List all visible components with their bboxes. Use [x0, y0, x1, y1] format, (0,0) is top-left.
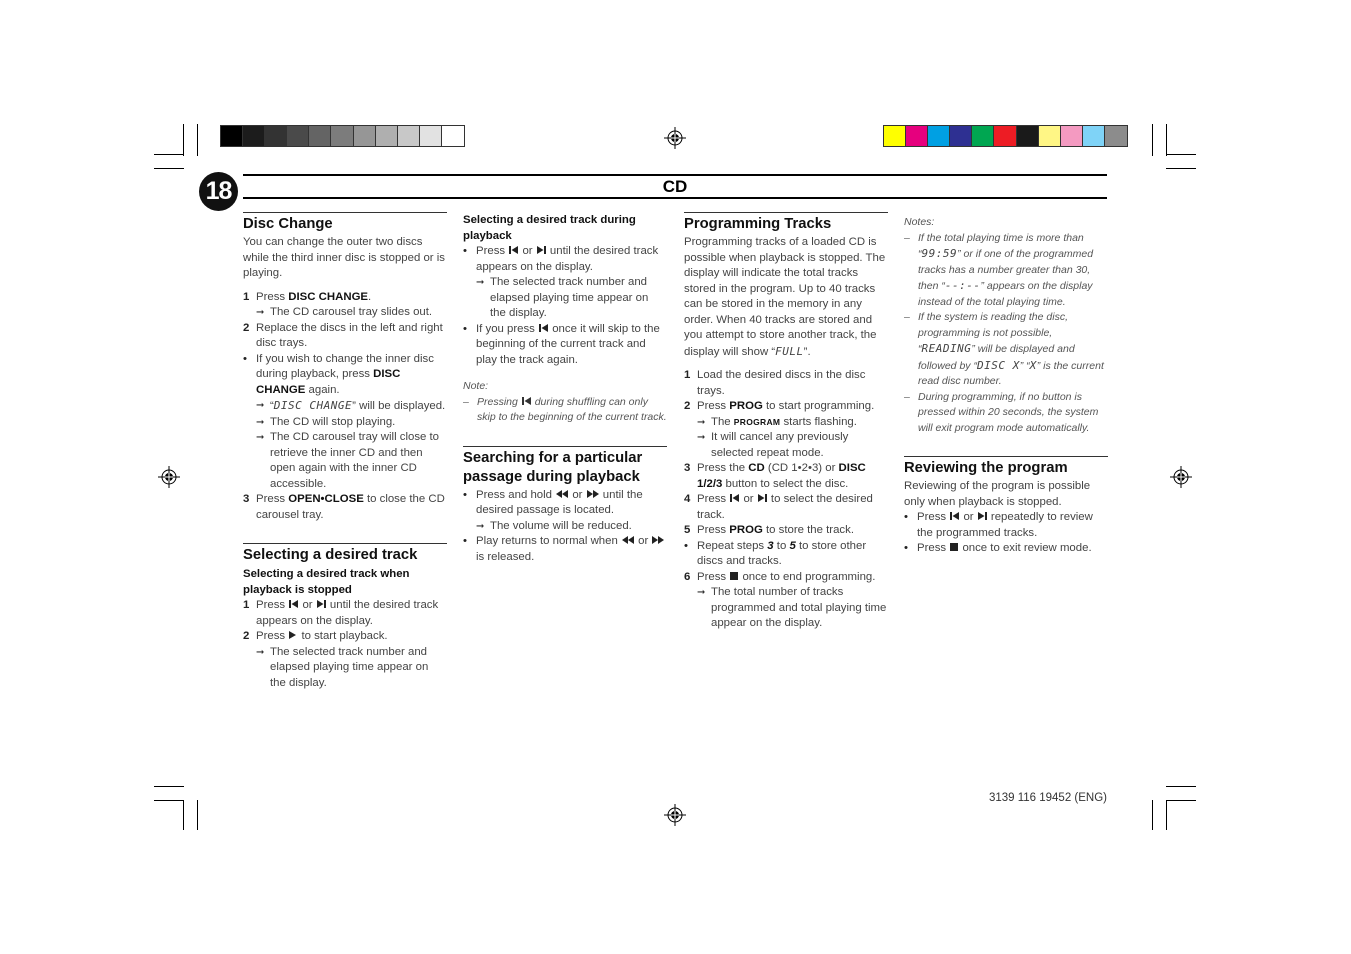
skip-previous-icon [729, 493, 740, 503]
arrow-right-icon: ➞ [256, 307, 265, 318]
color-swatch [221, 126, 243, 146]
disc-change-bullet: • If you wish to change the inner disc during playback, press DISC CHANGE again. [243, 352, 434, 396]
lcd-display-text: DISC X [976, 358, 1020, 372]
programming-intro: Programming tracks of a loaded CD is possible when playback is stopped. The display will indicate the total tracks stored in the program. Up to 40 tracks can be stored in the memory in any order. When 40 tracks are stored and you attempt to store another track, the display will show “FULL”. [684, 236, 886, 358]
bullet-icon: • [463, 488, 467, 501]
rewind-icon [555, 489, 569, 499]
color-swatch [243, 126, 265, 146]
bullet-icon: • [684, 539, 688, 552]
skip-previous-icon [288, 599, 299, 609]
reviewing-bullet-1: • Press or repeatedly to review the programmed tracks. [904, 511, 1093, 539]
arrow-right-icon: ➞ [476, 520, 485, 532]
color-calibration-bar [883, 125, 1128, 147]
column-3 [684, 212, 888, 632]
skip-next-icon [757, 493, 768, 503]
note-item: – If the system is reading the disc, programming is not possible, “READING” will be displayed and followed by “DISC X” “X” is the current read disc number. [904, 311, 1104, 387]
crop-mark [154, 154, 184, 155]
lcd-display-text: 99:59 [921, 247, 958, 260]
color-swatch [950, 126, 972, 146]
result-line: ➞ The CD carousel tray slides out. [243, 305, 447, 321]
section-header-band [243, 174, 1107, 199]
lcd-display-text: X [1029, 358, 1037, 372]
selecting-during-bullet-1: • Press or until the desired track appears on the display. [463, 245, 659, 273]
crop-mark [1166, 800, 1167, 830]
column-1 [243, 212, 447, 691]
skip-previous-icon [521, 396, 532, 406]
crop-mark [197, 124, 198, 156]
programming-step-2: 2 Press PROG to start programming. [684, 400, 875, 412]
result-line: ➞ The CD carousel tray will close to retrieve the inner CD and then open again with the inner CD accessible. [256, 431, 440, 490]
selecting-track-heading: Selecting a desired track [243, 543, 447, 565]
programming-step-3: 3 Press the CD (CD 1•2•3) or DISC 1/2/3 button to select the disc. [684, 462, 866, 490]
crop-mark [154, 786, 184, 787]
color-swatch [398, 126, 420, 146]
searching-bullet-2: • Play returns to normal when or is released. [463, 534, 667, 565]
programming-step-4: 4 Press or to select the desired track. [684, 493, 873, 521]
result-line: ➞ The total number of tracks programmed and total playing time appear on the display. [697, 586, 887, 629]
skip-next-icon [977, 511, 988, 521]
result-line: ➞ “DISC CHANGE” will be displayed. [256, 399, 446, 412]
bullet-icon: • [904, 511, 908, 523]
lcd-display-text: DISC CHANGE [273, 399, 353, 412]
note-label: Note: [463, 380, 489, 392]
registration-mark-icon [664, 804, 686, 826]
color-swatch [354, 126, 376, 146]
color-swatch [972, 126, 994, 146]
crop-mark [1166, 154, 1196, 155]
disc-change-heading: Disc Change [243, 212, 447, 234]
programming-step-5: 5 Press PROG to store the track. [684, 524, 854, 536]
color-swatch [442, 126, 464, 146]
arrow-right-icon: ➞ [697, 432, 706, 443]
selecting-during-bullet-2: • If you press once it will skip to the beginning of the current track and play the track again. [463, 322, 660, 366]
bullet-icon: • [463, 322, 467, 335]
bullet-icon: • [463, 245, 467, 257]
programming-repeat-bullet: • Repeat steps 3 to 5 to store other discs and tracks. [684, 539, 867, 567]
color-swatch [906, 126, 928, 146]
note-item: – If the total playing time is more than “99:59” or if one of the programmed tracks has a number greater than 30, then “--:--” appears on the display instead of the total playing time. [904, 231, 1094, 308]
searching-bullet-1: • Press and hold or until the desired passage is located. [463, 488, 643, 516]
skip-previous-icon [949, 511, 960, 521]
crop-mark [1152, 800, 1153, 830]
programming-step-1: 1 Load the desired discs in the disc trays. [684, 369, 866, 397]
color-swatch [376, 126, 398, 146]
disc-change-step-2: 2 Replace the discs in the left and right disc trays. [243, 321, 443, 349]
reviewing-intro: Reviewing of the program is possible only when playback is stopped. [904, 480, 1091, 508]
crop-mark [1166, 800, 1196, 801]
play-icon [288, 630, 298, 640]
stop-icon [729, 571, 739, 581]
reviewing-heading: Reviewing the program [904, 456, 1108, 478]
bullet-icon: • [243, 352, 247, 365]
color-swatch [1017, 126, 1039, 146]
color-swatch [1039, 126, 1061, 146]
notes-label: Notes: [904, 216, 935, 228]
fast-forward-icon [651, 535, 665, 545]
crop-mark [1166, 786, 1196, 787]
fast-forward-icon [586, 489, 600, 499]
color-swatch [331, 126, 353, 146]
note-item: – During programming, if no button is pressed within 20 seconds, the system will exit program mode automatically. [904, 390, 1099, 434]
color-swatch [309, 126, 331, 146]
selecting-step-1: 1 Press or until the desired track appears on the display. [243, 599, 439, 627]
searching-heading: Searching for a particular passage during playback [463, 446, 667, 487]
bullet-icon: • [463, 535, 467, 547]
disc-change-intro: You can change the outer two discs while the third inner disc is stopped or is playing. [243, 236, 445, 279]
color-swatch [287, 126, 309, 146]
color-swatch [884, 126, 906, 146]
selecting-stopped-subheading: Selecting a desired track when playback is stopped [243, 568, 410, 596]
result-line: ➞ The selected track number and elapsed playing time appear on the display. [476, 276, 649, 319]
crop-mark [197, 800, 198, 830]
crop-mark [154, 168, 184, 169]
arrow-right-icon: ➞ [476, 277, 485, 288]
crop-mark [1166, 124, 1167, 156]
result-line: ➞ The volume will be reduced. [463, 519, 667, 535]
arrow-right-icon: ➞ [697, 587, 706, 598]
registration-mark-icon [1170, 466, 1192, 488]
arrow-right-icon: ➞ [697, 416, 706, 428]
page-number-badge: 18 [199, 172, 238, 211]
column-2 [463, 212, 667, 565]
color-swatch [1061, 126, 1083, 146]
column-4 [904, 212, 1108, 557]
color-swatch [1083, 126, 1105, 146]
crop-mark [183, 800, 184, 830]
color-swatch [994, 126, 1016, 146]
result-line: ➞ The selected track number and elapsed playing time appear on the display. [256, 645, 429, 689]
selecting-step-2: 2 Press to start playback. [243, 630, 388, 642]
grayscale-calibration-bar [220, 125, 465, 147]
registration-mark-icon [664, 127, 686, 149]
color-swatch [420, 126, 442, 146]
crop-mark [183, 124, 184, 156]
programming-step-6: 6 Press once to end programming. [684, 570, 876, 583]
crop-mark [1152, 124, 1153, 156]
arrow-right-icon: ➞ [256, 400, 265, 411]
color-swatch [928, 126, 950, 146]
skip-previous-icon [508, 245, 519, 255]
color-swatch [265, 126, 287, 146]
arrow-right-icon: ➞ [256, 416, 265, 428]
color-swatch [1105, 126, 1127, 146]
note-item: – Pressing during shuffling can only skip to the beginning of the current track. [463, 395, 667, 423]
skip-previous-icon [538, 323, 549, 333]
lcd-display-text: --:-- [944, 279, 981, 292]
footer-document-code: 3139 116 19452 (ENG) [988, 792, 1107, 804]
result-line: ➞ The CD will stop playing. [243, 415, 447, 431]
reviewing-bullet-2: • Press once to exit review mode. [904, 541, 1108, 557]
selecting-during-subheading: Selecting a desired track during playback [463, 214, 636, 242]
crop-mark [154, 800, 184, 801]
programming-heading: Programming Tracks [684, 212, 888, 234]
disc-change-step-3: 3 Press OPEN•CLOSE to close the CD carousel tray. [243, 493, 445, 521]
result-line: ➞ The PROGRAM starts flashing. [684, 415, 888, 431]
disc-change-step-1: 1 Press DISC CHANGE. [243, 290, 372, 303]
bullet-icon: • [904, 542, 908, 554]
crop-mark [1166, 168, 1196, 169]
lcd-display-text: FULL [775, 344, 804, 358]
skip-next-icon [316, 599, 327, 609]
lcd-display-text: READING [921, 342, 972, 355]
rewind-icon [621, 535, 635, 545]
skip-next-icon [536, 245, 547, 255]
section-header-title: CD [662, 177, 688, 196]
result-line: ➞ It will cancel any previously selected repeat mode. [697, 431, 849, 459]
registration-mark-icon [158, 466, 180, 488]
arrow-right-icon: ➞ [256, 432, 265, 443]
stop-icon [949, 542, 959, 552]
arrow-right-icon: ➞ [256, 646, 265, 658]
